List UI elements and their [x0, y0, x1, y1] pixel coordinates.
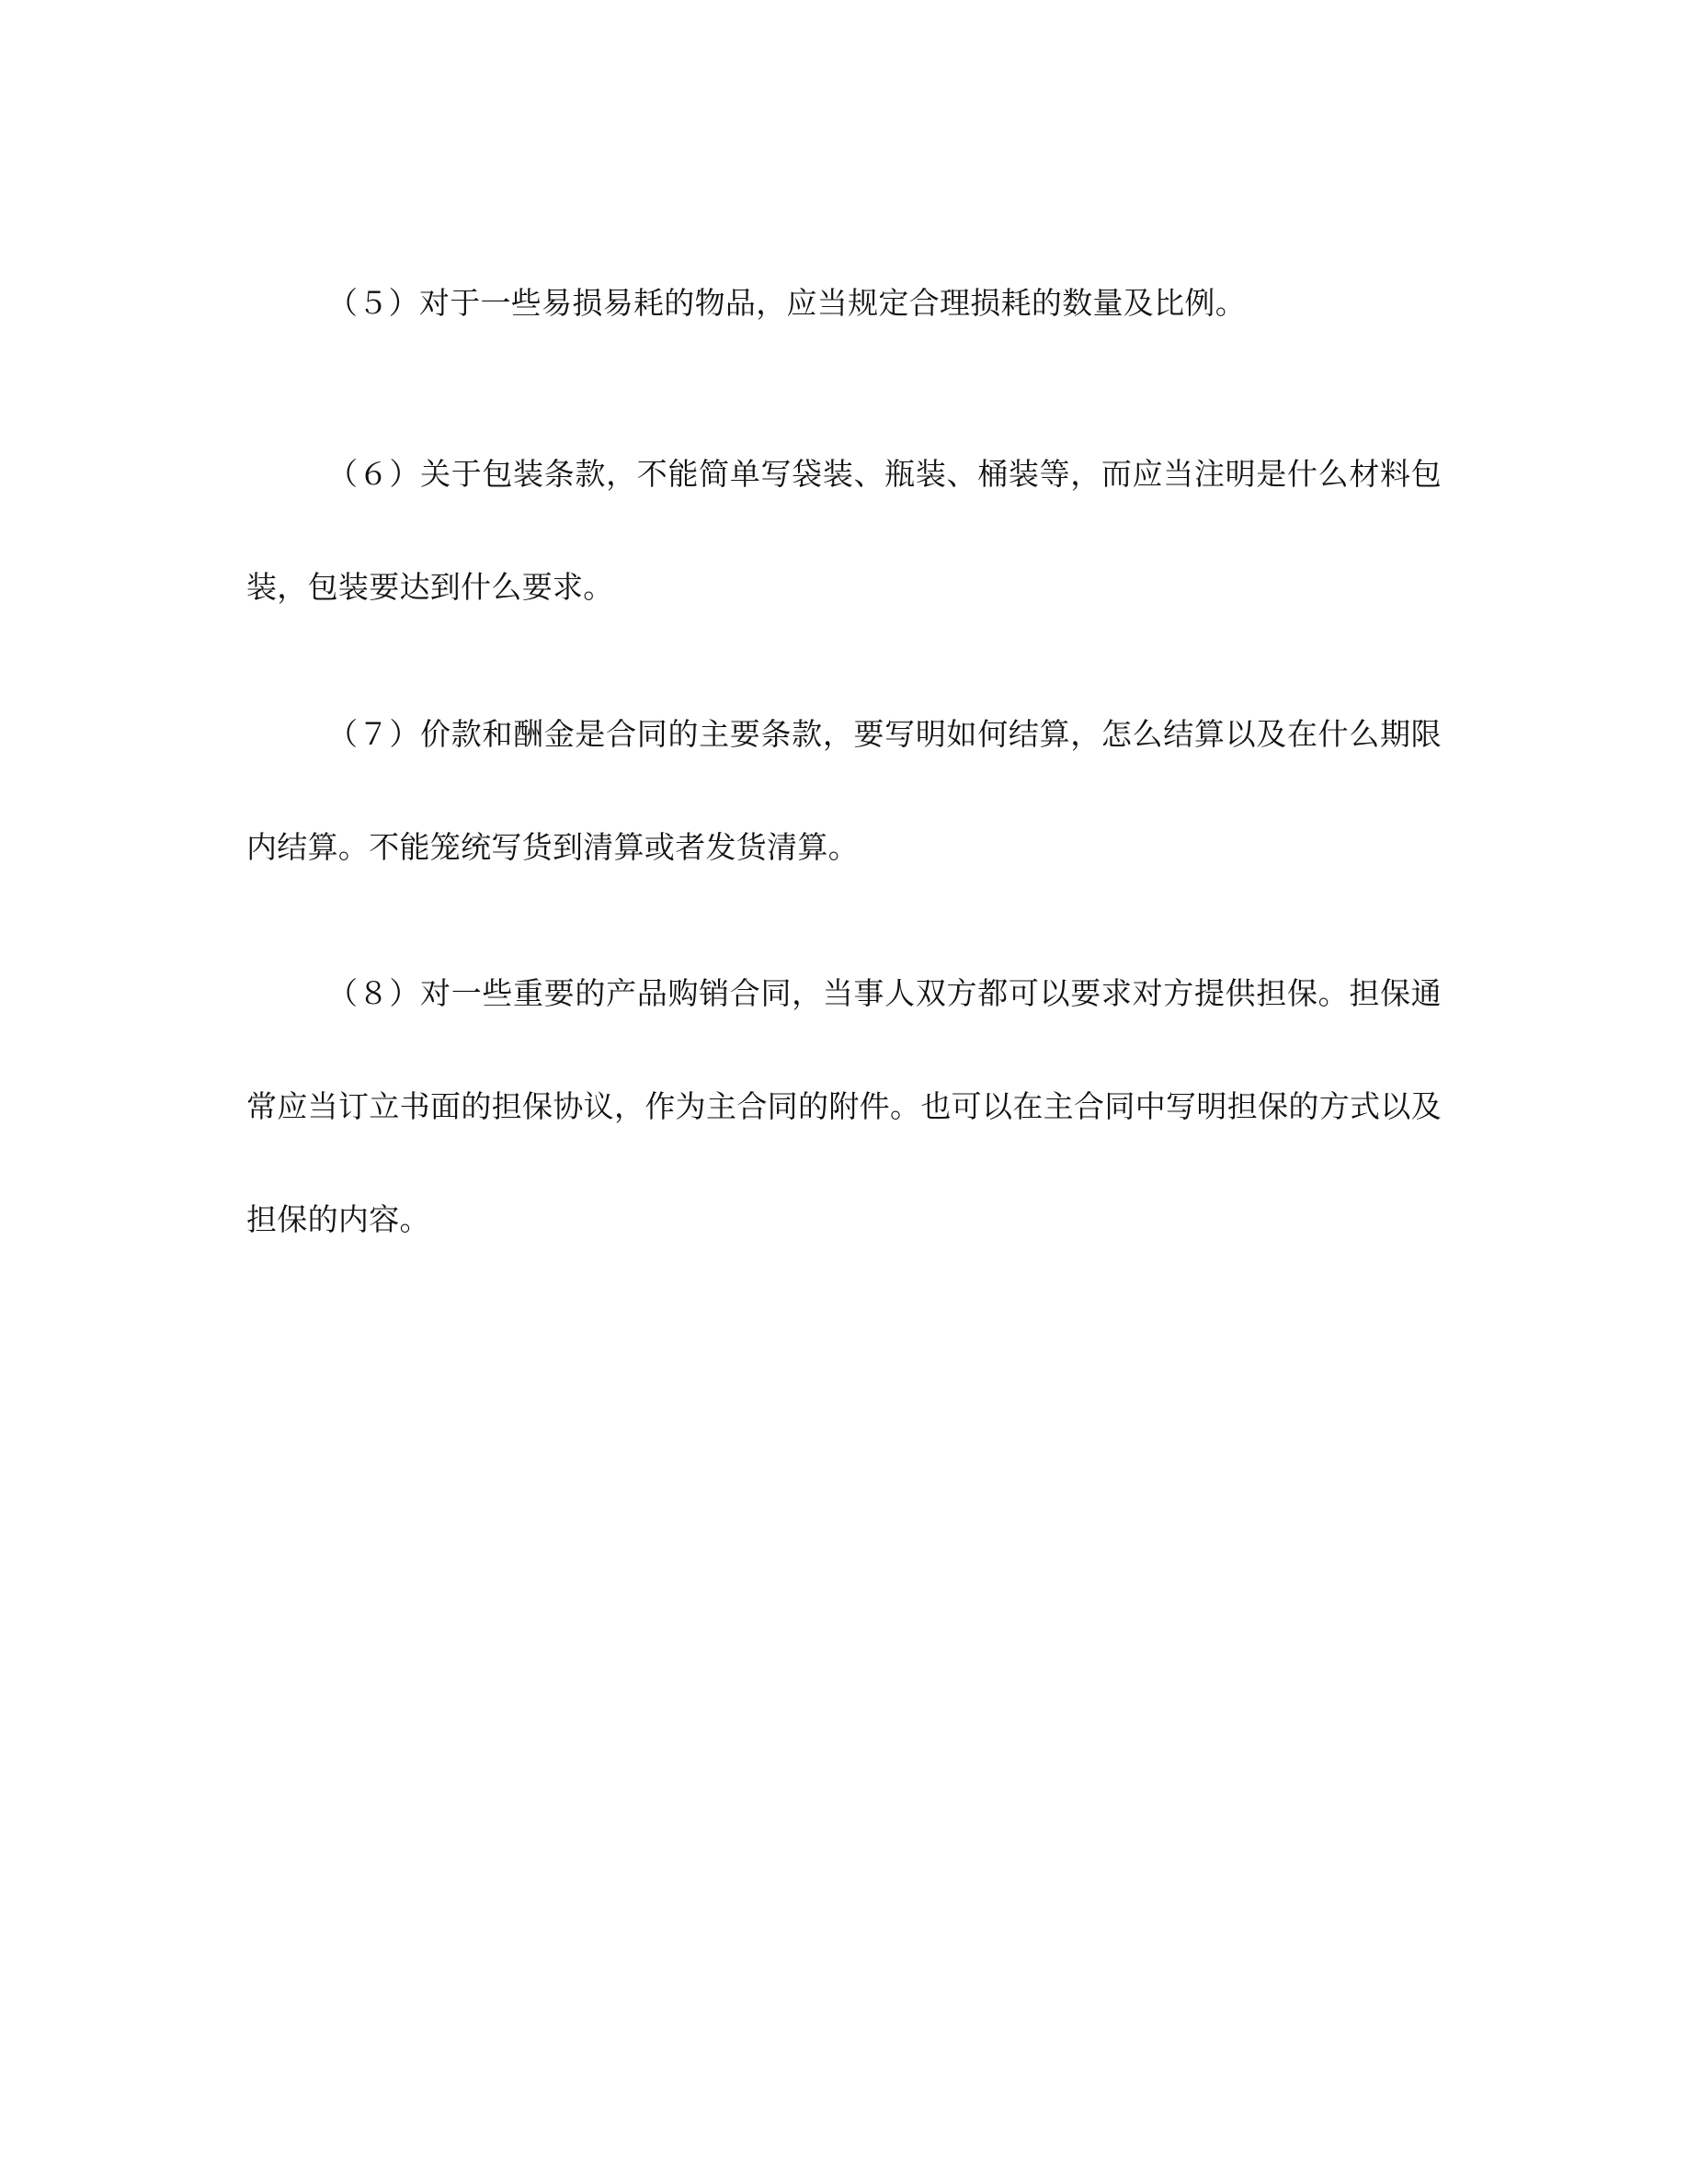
paragraph-item-7: （７）价款和酬金是合同的主要条款，要写明如何结算，怎么结算以及在什么期限内结算。不能笼统写货到清算或者发货清算。	[246, 716, 1442, 865]
paragraph-item-8: （８）对一些重要的产品购销合同，当事人双方都可以要求对方提供担保。担保通常应当订立书面的担保协议，作为主合同的附件。也可以在主合同中写明担保的方式以及担保的内容。	[246, 975, 1442, 1237]
paragraph-item-5: （５）对于一些易损易耗的物品，应当规定合理损耗的数量及比例。	[327, 285, 1246, 321]
paragraph-item-6: （６）关于包装条款，不能简单写袋装、瓶装、桶装等，而应当注明是什么材料包装，包装要达到什么要求。	[246, 456, 1442, 605]
